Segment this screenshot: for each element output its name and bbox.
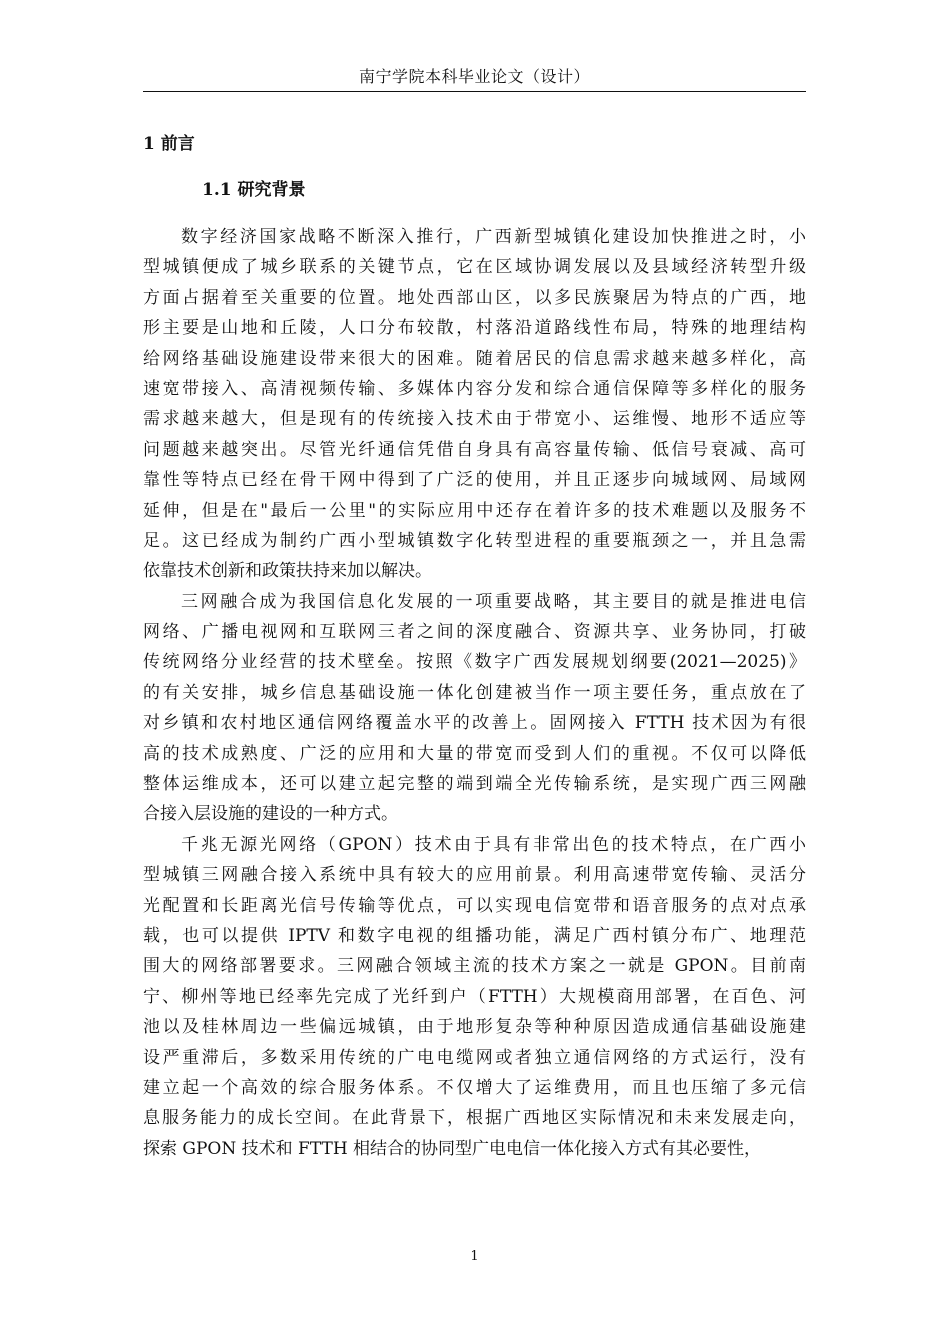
paragraph-line: 千兆无源光网络（GPON）技术由于具有非常出色的技术特点，在广西小 — [181, 834, 806, 855]
paragraph-line: 池以及桂林周边一些偏远城镇，由于地形复杂等种种原因造成通信基础设施建 — [143, 1017, 806, 1038]
paragraph-line: 息服务能力的成长空间。在此背景下，根据广西地区实际情况和未来发展走向， — [143, 1108, 806, 1129]
body-text — [143, 222, 806, 1164]
paragraph-line: 足。这已经成为制约广西小型城镇数字化转型进程的重要瓶颈之一，并且急需 — [143, 530, 806, 551]
paragraph-line: 建立起一个高效的综合服务体系。不仅增大了运维费用，而且也压缩了多元信 — [143, 1077, 806, 1098]
paragraph-line: 载，也可以提供 IPTV 和数字电视的组播功能，满足广西村镇分布广、地理范 — [143, 925, 806, 946]
header-divider — [143, 91, 806, 92]
paragraph-line: 整体运维成本，还可以建立起完整的端到端全光传输系统，是实现广西三网融 — [143, 774, 806, 795]
paragraph-line: 靠性等特点已经在骨干网中得到了广泛的使用，并且正逐步向城域网、局域网 — [143, 470, 806, 491]
paragraph-line: 光配置和长距离光信号传输等优点，可以实现电信宽带和语音服务的点对点承 — [143, 895, 806, 916]
paragraph-line: 传统网络分业经营的技术壁垒。按照《数字广西发展规划纲要(2021—2025)》 — [143, 652, 806, 673]
paragraph — [143, 222, 806, 587]
paragraph-line: 合接入层设施的建设的一种方式。 — [143, 804, 398, 825]
subsection-heading-1-1: 1.1 研究背景 — [202, 180, 306, 200]
paragraph-line: 型城镇便成了城乡联系的关键节点，它在区域协调发展以及县域经济转型升级 — [143, 257, 806, 278]
paragraph — [143, 830, 806, 1164]
paragraph-line: 形主要是山地和丘陵，人口分布较散，村落沿道路线性布局，特殊的地理结构 — [143, 318, 806, 339]
paragraph-line: 速宽带接入、高清视频传输、多媒体内容分发和综合通信保障等多样化的服务 — [143, 378, 806, 399]
paragraph-line: 探索 GPON 技术和 FTTH 相结合的协同型广电电信一体化接入方式有其必要性， — [143, 1138, 762, 1159]
paragraph-line: 对乡镇和农村地区通信网络覆盖水平的改善上。固网接入 FTTH 技术因为有很 — [143, 713, 806, 734]
paragraph-line: 依靠技术创新和政策扶持来加以解决。 — [143, 561, 432, 582]
page-number: 1 — [470, 1249, 479, 1264]
paragraph-line: 问题越来越突出。尽管光纤通信凭借自身具有高容量传输、低信号衰减、高可 — [143, 439, 806, 460]
paragraph-line: 设严重滞后，多数采用传统的广电电缆网或者独立通信网络的方式运行，没有 — [143, 1047, 806, 1068]
paragraph-line: 给网络基础设施建设带来很大的困难。随着居民的信息需求越来越多样化，高 — [143, 348, 806, 369]
paragraph-line: 型城镇三网融合接入系统中具有较大的应用前景。利用高速带宽传输、灵活分 — [143, 865, 806, 886]
page-header-title: 南宁学院本科毕业论文（设计） — [358, 67, 590, 86]
paragraph-line: 延伸，但是在"最后一公里"的实际应用中还存在着许多的技术难题以及服务不 — [143, 500, 806, 521]
paragraph — [143, 587, 806, 830]
paragraph-line: 数字经济国家战略不断深入推行，广西新型城镇化建设加快推进之时，小 — [181, 227, 806, 247]
paragraph-line: 需求越来越大，但是现有的传统接入技术由于带宽小、运维慢、地形不适应等 — [143, 409, 806, 430]
paragraph-line: 宁、柳州等地已经率先完成了光纤到户（FTTH）大规模商用部署，在百色、河 — [143, 986, 806, 1007]
paragraph-line: 三网融合成为我国信息化发展的一项重要战略，其主要目的就是推进电信 — [181, 591, 806, 612]
paragraph-line: 的有关安排，城乡信息基础设施一体化创建被当作一项主要任务，重点放在了 — [143, 682, 806, 703]
section-heading-1: 1 前言 — [143, 134, 195, 154]
paragraph-line: 高的技术成熟度、广泛的应用和大量的带宽而受到人们的重视。不仅可以降低 — [143, 743, 806, 764]
paragraph-line: 网络、广播电视网和互联网三者之间的深度融合、资源共享、业务协同，打破 — [143, 622, 806, 643]
paragraph-line: 方面占据着至关重要的位置。地处西部山区，以多民族聚居为特点的广西，地 — [143, 287, 806, 308]
paragraph-line: 围大的网络部署要求。三网融合领域主流的技术方案之一就是 GPON。目前南 — [143, 956, 806, 977]
